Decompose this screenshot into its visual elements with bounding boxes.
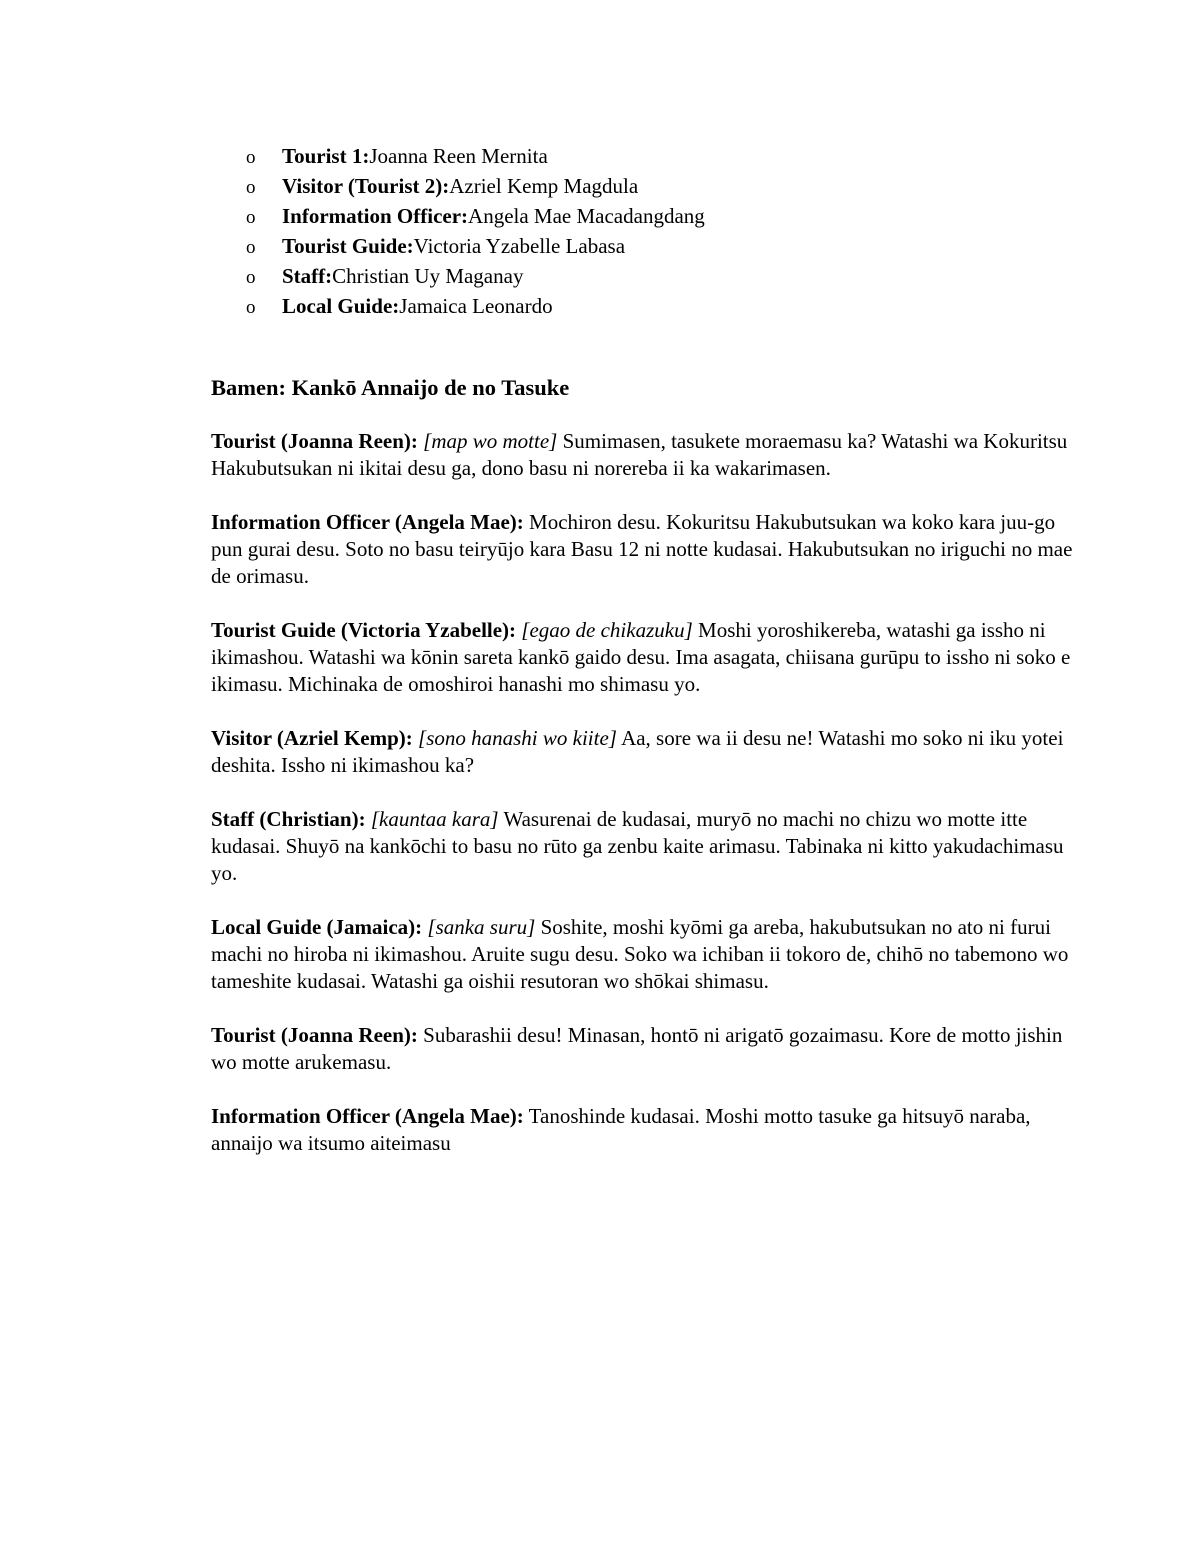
list-bullet: o — [246, 267, 256, 288]
speaker-label: Staff (Christian): — [211, 807, 366, 831]
line-text: Soshite, moshi kyōmi ga areba, hakubutsukan no ato ni furui machi no hiroba ni ikimashou. Aruite sugu desu. Soko wa ichiban ii tokoro de, chihō no tabemono wo tameshite kudasai. Watashi ga oishii resutoran wo shōkai shimasu. — [211, 915, 1069, 993]
speaker-label: Information Officer (Angela Mae): — [211, 1104, 524, 1128]
cast-name: Joanna Reen Mernita — [369, 144, 548, 168]
cast-role: Tourist Guide: — [282, 234, 414, 258]
line-text: Aa, sore wa ii desu ne! Watashi mo soko ni iku yotei deshita. Issho ni ikimashou ka? — [211, 726, 1064, 777]
list-bullet: o — [246, 237, 256, 258]
cast-item — [246, 292, 705, 322]
line-text: Moshi yoroshikereba, watashi ga issho ni ikimashou. Watashi wa kōnin sareta kankō gaido desu. Ima asagata, chiisana gurūpu to issho ni soko e ikimasu. Michinaka de omoshiroi hanashi mo shimasu yo. — [211, 618, 1071, 696]
speaker-label: Visitor (Azriel Kemp): — [211, 726, 413, 750]
cast-item — [246, 172, 705, 202]
speaker-label: Tourist Guide (Victoria Yzabelle): — [211, 618, 517, 642]
cast-role: Staff: — [282, 264, 333, 288]
dialogue-line — [211, 617, 1073, 698]
stage-direction: [map wo motte] — [423, 429, 558, 453]
line-text: Tanoshinde kudasai. Moshi motto tasuke ga hitsuyō naraba, annaijo wa itsumo aiteimasu — [211, 1104, 1031, 1155]
cast-name: Jamaica Leonardo — [399, 294, 553, 318]
speaker-label: Local Guide (Jamaica): — [211, 915, 423, 939]
cast-item — [246, 232, 705, 262]
line-text: Subarashii desu! Minasan, hontō ni arigatō gozaimasu. Kore de motto jishin wo motte arukemasu. — [211, 1023, 1063, 1074]
cast-name: Angela Mae Macadangdang — [468, 204, 705, 228]
cast-item — [246, 142, 705, 172]
list-bullet: o — [246, 177, 256, 198]
line-text: Sumimasen, tasukete moraemasu ka? Watashi wa Kokuritsu Hakubutsukan ni ikitai desu ga, dono basu ni norereba ii ka wakarimasen. — [211, 429, 1068, 480]
speaker-label: Tourist (Joanna Reen): — [211, 429, 418, 453]
dialogue-line — [211, 428, 1073, 482]
cast-list — [246, 142, 705, 322]
dialogue-line — [211, 806, 1073, 887]
dialogue-line — [211, 1022, 1073, 1076]
dialogue — [211, 428, 1073, 1184]
list-bullet: o — [246, 147, 256, 168]
scene-title: Bamen: Kankō Annaijo de no Tasuke — [211, 375, 570, 400]
stage-direction: [sanka suru] — [427, 915, 536, 939]
speaker-label: Tourist (Joanna Reen): — [211, 1023, 418, 1047]
cast-role: Tourist 1: — [282, 144, 370, 168]
line-text: Wasurenai de kudasai, muryō no machi no chizu wo motte itte kudasai. Shuyō na kankōchi to basu no rūto ga zenbu kaite arimasu. Tabinaka ni kitto yakudachimasu yo. — [211, 807, 1064, 885]
list-bullet: o — [246, 297, 256, 318]
list-bullet: o — [246, 207, 256, 228]
dialogue-line — [211, 914, 1073, 995]
cast-role: Visitor (Tourist 2): — [282, 174, 450, 198]
cast-item — [246, 262, 705, 292]
cast-name: Christian Uy Maganay — [332, 264, 524, 288]
cast-name: Azriel Kemp Magdula — [449, 174, 639, 198]
dialogue-line — [211, 725, 1073, 779]
line-text: Mochiron desu. Kokuritsu Hakubutsukan wa koko kara juu-go pun gurai desu. Soto no basu teiryūjo kara Basu 12 ni notte kudasai. Hakubutsukan no iriguchi no mae de orimasu. — [211, 510, 1073, 588]
dialogue-line — [211, 509, 1073, 590]
speaker-label: Information Officer (Angela Mae): — [211, 510, 524, 534]
cast-name: Victoria Yzabelle Labasa — [413, 234, 626, 258]
stage-direction: [sono hanashi wo kiite] — [418, 726, 617, 750]
dialogue-line — [211, 1103, 1073, 1157]
stage-direction: [egao de chikazuku] — [521, 618, 693, 642]
cast-role: Information Officer: — [282, 204, 469, 228]
stage-direction: [kauntaa kara] — [370, 807, 499, 831]
cast-item — [246, 202, 705, 232]
cast-role: Local Guide: — [282, 294, 400, 318]
